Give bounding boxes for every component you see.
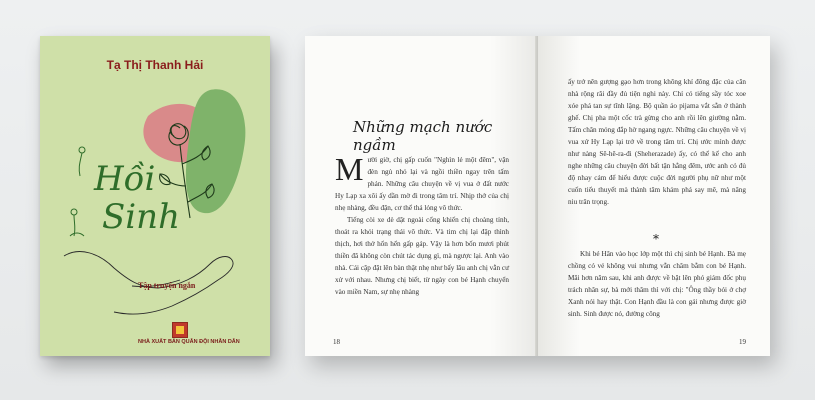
cover-illustration — [40, 36, 270, 356]
book-cover — [40, 36, 270, 356]
right-page-text-bottom — [568, 248, 746, 320]
left-page-number: 18 — [333, 338, 340, 346]
left-page-text — [335, 151, 509, 298]
cover-title-line1: Hồi — [94, 159, 156, 199]
chapter-title: Những mạch nước ngầm — [353, 118, 493, 154]
small-flowers-art — [70, 147, 85, 236]
cover-subtitle: Tập truyện ngắn — [138, 281, 196, 290]
right-para-1: ấy trở nên gượng gạo hơn trong không khí đông đặc của căn nhà rộng rãi đầy đủ tiện nghi này. Chỉ có tiếng sầy tóc xoe xóe phá tan sự tĩnh lặng. Bộ quần áo pijama vắt sẵn ở thành ghế. Chị pha một cốc trà gừng cho anh rồi lên giường nằm. Tấm chăn mỏng đắp hờ ngang ngực. Những câu chuyện về vị vua xứ Hy Lạp lại trở về trong tâm trí. Chị ước mình được như nàng Sê-hê-ra-đi (Sheherazade) ấy, có thể kể cho anh nghe những câu chuyện đời bất tận hằng đêm, ước anh có đủ độ nhay cảm để hiểu được cuộc đời người phụ nữ như một cuốn tiểu thuyết mà thành tâm khám phá say mê, mà nâng niu trân trọng. — [568, 78, 746, 206]
right-page-text-top — [568, 76, 746, 208]
right-para-2: Khi bé Hân vào học lớp một thì chị sinh bé Hạnh. Bà mẹ chồng có vẻ không vui nhưng vẫn chăm bẵm con bé Hạnh. Mãi hơn năm sau, khi anh được về bặt lên phó giám đốc phụ trách nhân sự, bà mới thăm thì với chị: "Ông thầy bói ở chợ Xanh nói hay thật. Con Hạnh đầu là con gái nhưng được giờ sinh. Sinh được nó, đường công — [568, 250, 746, 318]
right-page-number: 19 — [739, 338, 746, 346]
cover-author: Tạ Thị Thanh Hải — [106, 58, 204, 72]
publisher-logo-icon — [172, 322, 188, 338]
cover-title-line2: Sinh — [102, 197, 180, 237]
right-page — [538, 36, 770, 356]
left-para-1-text: ười giờ, chị gấp cuốn "Nghìn lẻ một đêm", vặn đèn ngủ nhỏ lại và ngồi thiền ngay trên tấm phản. Những câu chuyện về vị vua ở đất nước Hy Lạp xa xôi ấy dần mờ đi trong tâm trí. Nhịp thở của chị nhẹ nhàng, đều đặn, cơ thể thả lỏng vô thức. — [335, 156, 509, 212]
open-book-spread — [305, 36, 770, 356]
left-page — [305, 36, 537, 356]
cover-publisher: NHÀ XUẤT BẢN QUÂN ĐỘI NHÂN DÂN — [138, 339, 240, 345]
left-para-2: Tiếng còi xe dè dặt ngoài cổng khiến chị choàng tỉnh, thoát ra khỏi trạng thái vô thức. Và tim chị lại đập thình thịch, hơi thở hổn hển gấp gáp. Vậy là hơn bốn mươi phút thiền đã không còn chút tác dụng gì, mà ngược lại. Anh vào nhà. Cái cặp đặt lên bàn thật nhẹ như bấy lâu anh chị vẫn cư xử với nhau. Nhưng chị biết, từ ngày con bé Hạnh chuyển vào miền Nam, sự nhẹ nhàng — [335, 216, 509, 296]
left-para-1 — [335, 151, 509, 214]
section-separator-star: * — [653, 232, 659, 246]
dropcap-letter: M — [335, 151, 364, 187]
